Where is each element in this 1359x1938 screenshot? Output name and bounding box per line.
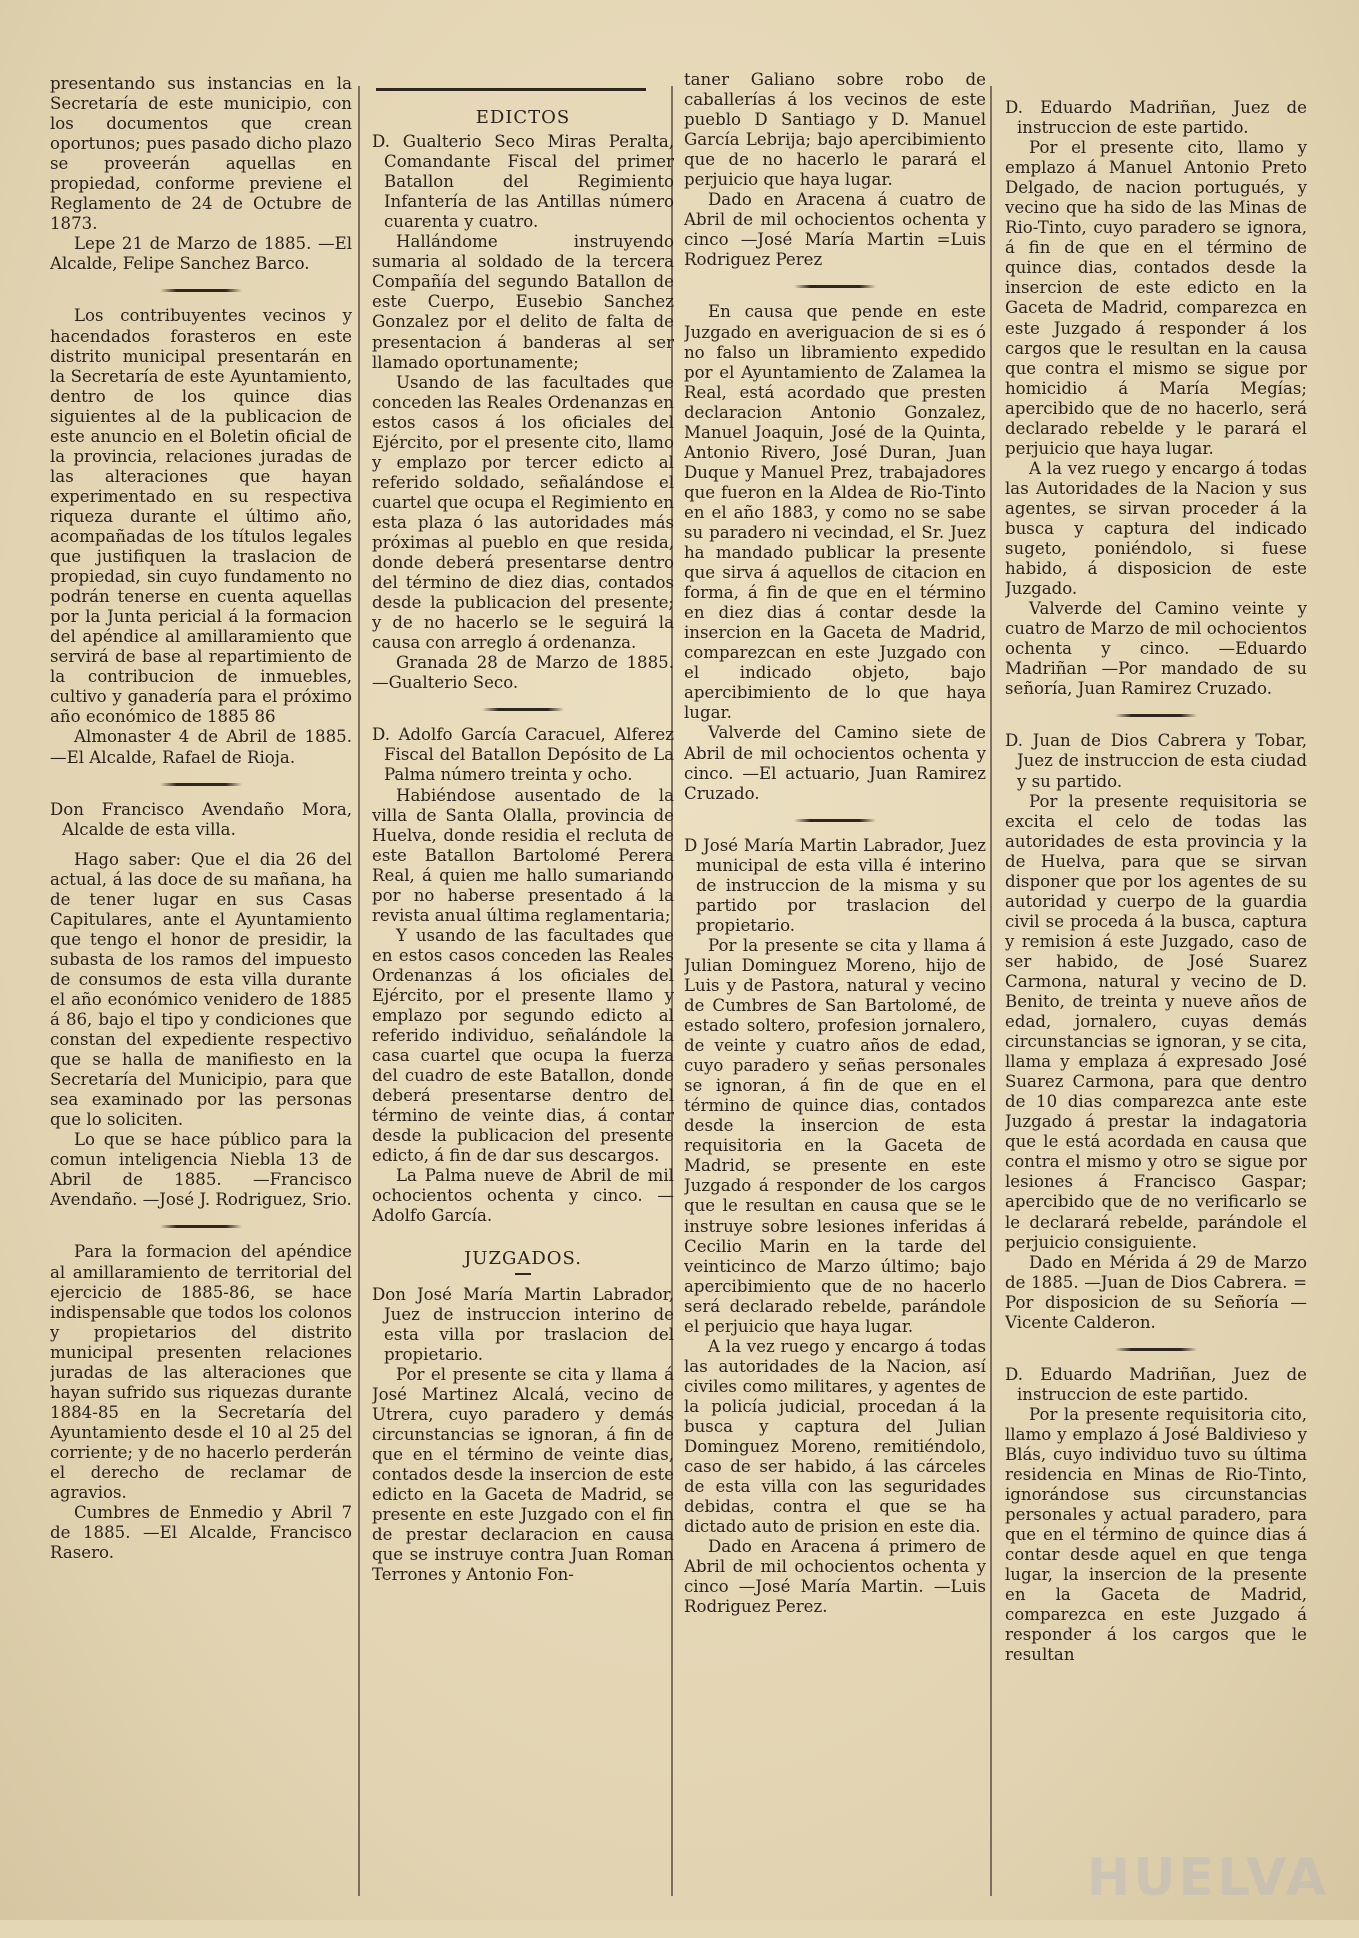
notice-signature: Almonaster 4 de Abril de 1885. —El Alcalde, Rafael de Rioja.: [50, 727, 352, 767]
notice-heading: D. Eduardo Madriñan, Juez de instruccion de este partido.: [1005, 98, 1307, 138]
separator: [794, 819, 876, 822]
column-3: [684, 70, 986, 1910]
notice-text: taner Galiano sobre robo de caballerías á los vecinos de este pueblo D Santiago y D. Manuel García Lebrija; bajo apercibimiento que de no hacerlo le parará el perjuicio que haya lugar.: [684, 70, 986, 190]
separator: [160, 783, 242, 786]
notice-signature: Dado en Aracena á primero de Abril de mil ochocientos ochenta y cinco —José María Martin. —Luis Rodriguez Perez.: [684, 1537, 986, 1617]
notice-text: Habiéndose ausentado de la villa de Santa Olalla, provincia de Huelva, donde residia el recluta de este Batallon Bartolomé Perera Real, á quien me hallo sumariando por no haberse presentado á la revista anual última reglamentaria;: [372, 785, 674, 925]
separator: [1115, 714, 1197, 717]
notice-heading: D. Eduardo Madriñan, Juez de instruccion de este partido.: [1005, 1364, 1307, 1404]
notice-signature: Valverde del Camino veinte y cuatro de Marzo de mil ochocientos ochenta y cinco. —Eduardo Madriñan —Por mandado de su señoría, Juan Ramirez Cruzado.: [1005, 599, 1307, 699]
notice-signature: Valverde del Camino siete de Abril de mil ochocientos ochenta y cinco. —El actuario, Juan Ramirez Cruzado.: [684, 723, 986, 803]
section-heading-edictos: EDICTOS: [475, 107, 571, 128]
separator: [482, 708, 564, 711]
notice-signature: La Palma nueve de Abril de mil ochocientos ochenta y cinco. —Adolfo García.: [372, 1166, 674, 1226]
heading-dash: [515, 1273, 531, 1275]
notice-text: Usando de las facultades que conceden las Reales Ordenanzas en estos casos á los oficiales del Ejército, por el presente cito, llamo y emplazo por tercer edicto al referido soldado, señalándose el cuartel que ocupa el Regimiento en esta plaza ó las autoridades más próximas al pueblo en que resida, donde deberá presentarse dentro del término de diez dias, contados desde la publicacion del presente; y de no hacerlo se le seguirá la causa con arreglo á ordenanza.: [372, 372, 674, 653]
notice-text: Los contribuyentes vecinos y hacendados forasteros en este distrito municipal presentarán en la Secretaría de este Ayuntamiento, dentro de los quince dias siguientes al de la publicacion de este anuncio en el Boletin oficial de la provincia, relaciones juradas de las alteraciones que hayan experimentado en su respectiva riqueza durante el último año, acompañadas de los títulos legales que justifiquen la traslacion de propiedad, sin cuyo fundamento no podrán tenerse en cuenta aquellas por la Junta pericial á la formacion del apéndice al amillaramiento que servirá de base al repartimiento de la contribucion de inmuebles, cultivo y ganadería para el próximo año económico de 1885 86: [50, 306, 352, 727]
notice-text: En causa que pende en este Juzgado en averiguacion de si es ó no falso un libramiento expedido por el Ayuntamiento de Zalamea la Real, está acordado que presten declaracion Antonio Gonzalez, Manuel Joaquin, José de la Quinta, Antonio Rivero, José Duran, Juan Duque y Manuel Prez, trabajadores que fueron en la Aldea de Rio-Tinto en el año 1883, y como no se sabe su paradero ni vecindad, el Sr. Juez ha mandado publicar la presente que sirva á aquellos de citacion en forma, á fin de que en el término en diez dias á contar desde la insercion en la Gaceta de Madrid, comparezcan en este Juzgado con el indicado objeto, bajo apercibimiento de lo que haya lugar.: [684, 302, 986, 723]
notice-heading: D José María Martin Labrador, Juez municipal de esta villa é interino de instruccion de la misma y su partido por traslacion del propietario.: [684, 835, 986, 935]
notice-heading: D. Gualterio Seco Miras Peralta, Comandante Fiscal del primer Batallon del Regimiento Infantería de las Antillas número cuarenta y cuatro.: [372, 132, 674, 232]
column-4: [1005, 98, 1307, 1938]
column-rule: [990, 86, 992, 1896]
separator: [160, 1225, 242, 1228]
notice-text: Hallándome instruyendo sumaria al soldado de la tercera Compañía del segundo Batallon de este Cuerpo, Eusebio Sanchez Gonzalez por el delito de falta de presentacion á banderas al ser llamado oportunamente;: [372, 232, 674, 372]
column-1: [50, 74, 352, 1914]
separator: [160, 289, 242, 292]
notice-text: Por la presente requisitoria se excita el celo de todas las autoridades de esta provincia y la de Huelva, para que se sirvan disponer que por los agentes de su autoridad y cuerpo de la guardia civil se proceda á la busca, captura y remision á este Juzgado, caso de ser habido, de José Suarez Carmona, natural y vecino de D. Benito, de treinta y nueve años de edad, jornalero, cuyas demás circunstancias se ignoran, y se cita, llama y emplaza á expresado José Suarez Carmona, para que dentro de 10 dias comparezca ante este Juzgado á prestar la indagatoria que le está acordada en causa que contra el mismo y otro se sigue por lesiones á Francisco Gaspar; apercibido que de no verificarlo se le declarará rebelde, parándole el perjuicio consiguiente.: [1005, 791, 1307, 1252]
notice-text: Por el presente se cita y llama á José Martinez Alcalá, vecino de Utrera, cuyo paradero y demás circunstancias se ignoran, á fin de que en el término de veinte dias, contados desde la insercion de este edicto en la Gaceta de Madrid, se presente en este Juzgado con el fin de prestar declaracion en causa que se instruye contra Juan Roman Terrones y Antonio Fon-: [372, 1364, 674, 1585]
notice-heading: D. Adolfo García Caracuel, Alferez Fiscal del Batallon Depósito de La Palma número treinta y ocho.: [372, 725, 674, 785]
notice-heading: Don Francisco Avendaño Mora, Alcalde de esta villa.: [50, 799, 352, 839]
notice-text: Para la formacion del apéndice al amillaramiento de territorial del ejercicio de 1885-86, se hace indispensable que todos los colonos y propietarios del distrito municipal presenten relaciones juradas de las alteraciones que hayan sufrido sus riquezas durante 1884-85 en la Secretaría del Ayuntamiento desde el 10 al 25 del corriente; y de no hacerlo perderán el derecho de reclamar de agravios.: [50, 1242, 352, 1503]
notice-signature: Dado en Mérida á 29 de Marzo de 1885. —Juan de Dios Cabrera. = Por disposicion de su Señoría —Vicente Calderon.: [1005, 1252, 1307, 1332]
notice-signature: Dado en Aracena á cuatro de Abril de mil ochocientos ochenta y cinco —José María Martin =Luis Rodriguez Perez: [684, 190, 986, 270]
notice-signature: Lepe 21 de Marzo de 1885. —El Alcalde, Felipe Sanchez Barco.: [50, 234, 352, 274]
notice-signature: Cumbres de Enmedio y Abril 7 de 1885. —El Alcalde, Francisco Rasero.: [50, 1503, 352, 1563]
notice-signature: Granada 28 de Marzo de 1885. —Gualterio Seco.: [372, 653, 674, 693]
notice-text: Por el presente cito, llamo y emplazo á Manuel Antonio Preto Delgado, de nacion portugués, y vecino que ha sido de las Minas de Rio-Tinto, cuyo paradero se ignora, á fin de que en el término de quince dias, contados desde la insercion de este edicto en la Gaceta de Madrid, comparezca en este Juzgado á responder á los cargos que le resultan en la causa que contra el mismo se sigue por homicidio á María Megías; apercibido que de no hacerlo, será declarado rebelde y le parará el perjuicio que haya lugar.: [1005, 138, 1307, 458]
notice-heading: Don José María Martin Labrador, Juez de instruccion interino de esta villa por traslacion del propietario.: [372, 1284, 674, 1364]
separator: [794, 285, 876, 288]
separator: [1115, 1348, 1197, 1351]
notice-heading: D. Juan de Dios Cabrera y Tobar, Juez de instruccion de esta ciudad y su partido.: [1005, 731, 1307, 791]
notice-text: Y usando de las facultades que en estos casos conceden las Reales Ordenanzas á los oficiales del Ejército, por el presente llamo y emplazo por segundo edicto al referido individuo, señalándole la casa cuartel que ocupa la fuerza del cuadro de este Batallon, donde deberá presentarse dentro del término de veinte dias, á contar desde la publicacion del presente edicto, á fin de dar sus descargos.: [372, 925, 674, 1166]
notice-text: presentando sus instancias en la Secretaría de este municipio, con los documentos que crean oportunos; pues pasado dicho plazo se proveerán aquellas en propiedad, conforme previene el Reglamento de 24 de Octubre de 1873.: [50, 74, 352, 234]
section-heading-juzgados: JUZGADOS.: [464, 1247, 582, 1269]
notice-text: A la vez ruego y encargo á todas las Autoridades de la Nacion y sus agentes, se sirvan proceder á la busca y captura del indicado sugeto, poniéndolo, si fuese habido, á disposicion de este Juzgado.: [1005, 458, 1307, 599]
notice-text: Por la presente requisitoria cito, llamo y emplazo á José Baldivieso y Blás, cuyo individuo tuvo su última residencia en Minas de Rio-Tinto, ignorándose sus circunstancias personales y actual paradero, para que en el término de quince dias á contar desde aquel en que tenga lugar, la insercion de la presente en la Gaceta de Madrid, comparezca en este Juzgado á responder á los cargos que le resultan: [1005, 1404, 1307, 1665]
notice-signature: Lo que se hace público para la comun inteligencia Niebla 13 de Abril de 1885. —Francisco Avendaño. —José J. Rodriguez, Srio.: [50, 1130, 352, 1210]
column-rule: [358, 86, 360, 1896]
archive-watermark: HUELVA: [1086, 1848, 1329, 1908]
notice-text: Hago saber: Que el dia 26 del actual, á las doce de su mañana, ha de tener lugar en sus Casas Capitulares, ante el Ayuntamiento que tengo el honor de presidir, la subasta de los ramos del impuesto de consumos de esta villa durante el año económico venidero de 1885 á 86, bajo el tipo y condiciones que constan del expediente respectivo que se halla de manifiesto en la Secretaría del Municipio, para que sea examinado por las personas que lo soliciten.: [50, 849, 352, 1130]
notice-text: A la vez ruego y encargo á todas las autoridades de la Nacion, así civiles como militares, y agentes de la policía judicial, procedan á la busca y captura del Julian Dominguez Moreno, remitiéndolo, caso de ser habido, á las cárceles de esta villa con las seguridades debidas, contra el que se ha dictado auto de prision en este dia.: [684, 1336, 986, 1537]
column-2: [372, 74, 674, 1914]
notice-text: Por la presente se cita y llama á Julian Dominguez Moreno, hijo de Luis y de Pastora, natural y vecino de Cumbres de San Bartolomé, de estado soltero, profesion jornalero, de veinte y cuatro años de edad, cuyo paradero y señas personales se ignoran, á fin de que en el término de quince dias, contados desde la insercion de esta requisitoria en la Gaceta de Madrid, se presente en este Juzgado á responder de los cargos que le resultan en causa que se le instruye sobre lesiones inferidas á Cecilio Marin en la tarde del veinticinco de Marzo último; bajo apercibimiento que de no hacerlo será declarado rebelde, parándole el perjuicio que haya lugar.: [684, 935, 986, 1336]
